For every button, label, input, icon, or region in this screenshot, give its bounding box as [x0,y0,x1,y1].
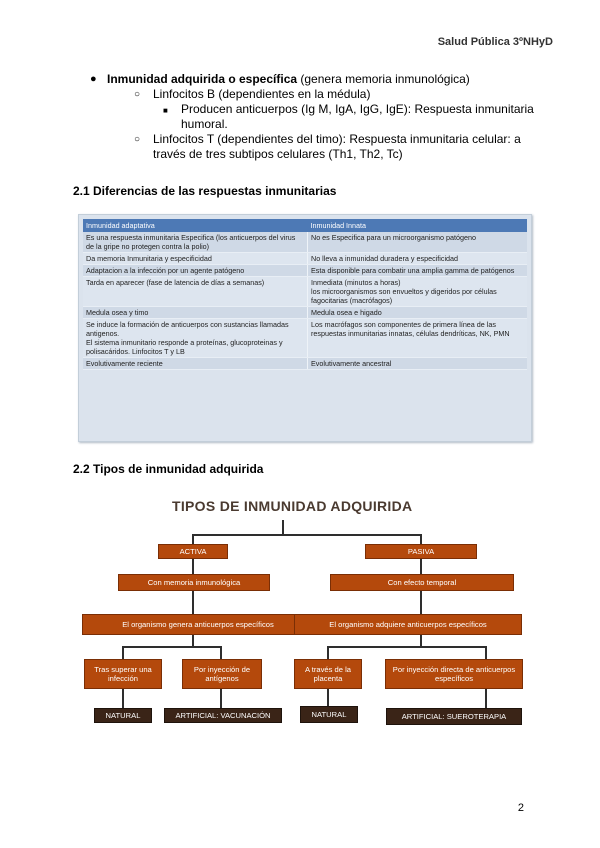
connector-line [420,558,422,575]
bullet-square-icon: ■ [163,106,168,115]
table-cell: Los macrófagos son componentes de primera línea de las respuestas inmunitarias innatas, células dendríticas, NK, PMN [308,319,528,358]
bullet-anticuerpos [76,102,536,132]
connector-line [192,558,194,575]
box-natural-activa: NATURAL [94,708,152,723]
connector-line [122,646,222,648]
table-cell: Medula osea y timo [83,307,308,319]
box-activa: ACTIVA [158,544,228,559]
box-inyeccion-directa: Por inyección directa de anticuerpos específicos [385,659,523,689]
connector-line [485,688,487,708]
box-tras-infeccion: Tras superar una infección [84,659,162,689]
connector-line [220,646,222,660]
immunity-types-diagram [82,490,522,740]
section-heading-tipos: 2.2 Tipos de inmunidad adquirida [73,462,264,476]
section-heading-diferencias: 2.1 Diferencias de las respuestas inmunitarias [73,184,337,198]
comparison-table [78,214,532,442]
bullet-circle-icon: ○ [134,89,141,100]
connector-line [122,688,124,708]
table-row [83,307,527,319]
connector-line [220,688,222,708]
table-header-innata: Inmunidad Innata [308,219,528,232]
table-row [83,319,527,358]
table-cell: Evolutivamente reciente [83,358,308,370]
table-cell: Tarda en aparecer (fase de latencia de días a semanas) [83,277,308,307]
table-cell: No es Especifica para un microorganismo patógeno [308,232,528,253]
connector-line [327,688,329,706]
box-natural-pasiva: NATURAL [300,706,358,723]
page-header-title: Salud Pública 3ºNHyD [437,36,553,48]
bullet-text: (genera memoria inmunológica) [297,72,470,86]
table-cell: Medula osea e higado [308,307,528,319]
page-number: 2 [517,802,524,814]
bullet-linfocitos-t [76,132,536,162]
box-pasiva: PASIVA [365,544,477,559]
table-cell: Adaptacion a la infección por un agente patógeno [83,265,308,277]
bullet-bold-text: Inmunidad adquirida o específica [107,72,298,86]
table-cell: Esta disponible para combatir una amplia gamma de patógenos [308,265,528,277]
box-placenta: A través de la placenta [294,659,362,689]
table-row [83,232,527,253]
box-adquiere-anticuerpos: El organismo adquiere anticuerpos específicos [294,614,522,635]
box-genera-anticuerpos: El organismo genera anticuerpos específicos [82,614,314,635]
connector-line [485,646,487,660]
table-cell: No lleva a inmunidad duradera y especificidad [308,253,528,265]
table-row [83,265,527,277]
table-row [83,277,527,307]
connector-line [192,534,422,536]
bullet-text: Linfocitos T (dependientes del timo): Respuesta inmunitaria celular: a través de tres subtipos celulares (Th1, Th2, Tc) [153,132,521,161]
table-cell: Se induce la formación de anticuerpos con sustancias llamadas antigenos. El sistema inmunitario responde a proteínas, glucoproteinas y polisacáridos. Linfocitos T y LB [83,319,308,358]
bullet-inmunidad-adquirida [76,72,536,87]
bullet-circle-icon: ○ [134,134,141,145]
table-cell: Da memoria Inmunitaria y especificidad [83,253,308,265]
bullet-dot-icon: ● [90,73,97,85]
table-cell: Inmediata (minutos a horas) los microorganismos son envueltos y digeridos por células fagocitarias (macrófagos) [308,277,528,307]
box-artificial-vacunacion: ARTIFICIAL: VACUNACIÓN [164,708,282,723]
table-row [83,358,527,370]
table-cell: Evolutivamente ancestral [308,358,528,370]
table-cell: Es una respuesta inmunitaria Especifica (los anticuerpos del virus de la gripe no protegen contra la polio) [83,232,308,253]
connector-line [327,646,329,660]
connector-line [192,590,194,615]
box-con-memoria: Con memoria inmunológica [118,574,270,591]
box-efecto-temporal: Con efecto temporal [330,574,514,591]
bullet-list [76,72,536,162]
table-header-adaptativa: Inmunidad adaptativa [83,219,308,232]
table-row [83,253,527,265]
box-inyeccion-antigenos: Por inyección de antígenos [182,659,262,689]
bullet-linfocitos-b [76,87,536,102]
connector-line [122,646,124,660]
bullet-text: Linfocitos B (dependientes en la médula) [153,87,371,101]
diagram-title: TIPOS DE INMUNIDAD ADQUIRIDA [172,498,413,514]
connector-line [327,646,487,648]
bullet-text: Producen anticuerpos (Ig M, IgA, IgG, IgE): Respuesta inmunitaria humoral. [181,102,534,131]
box-artificial-sueroterapia: ARTIFICIAL: SUEROTERAPIA [386,708,522,725]
connector-line [420,590,422,615]
